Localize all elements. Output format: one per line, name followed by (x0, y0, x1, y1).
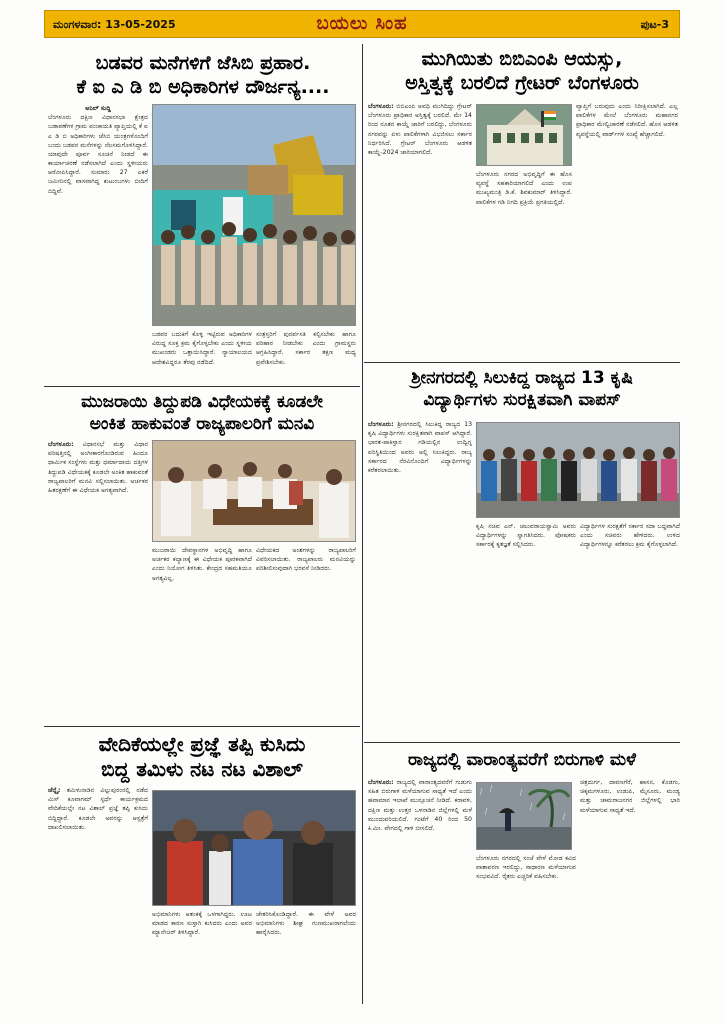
article-bbmp-body-left (368, 102, 472, 358)
article-vishal-body-mid: ಅಭಿಮಾನಿಗಳು ಆತಂಕಕ್ಕೆ ಒಳಗಾಗಿದ್ದರು. ಊಟ ಮಾಡದ ಕಾರಣ ಸುಸ್ತಾಗಿ ಕುಸಿದರು ಎಂದು ಅವರ ಮ್ಯಾನೇಜರ್ ತಿಳಿಸಿದ್ದಾರೆ. (152, 911, 252, 937)
article-rain-body-right: ಚಿತ್ರದುರ್ಗ, ದಾವಣಗೆರೆ, ಹಾಸನ, ಕೊಡಗು, ಚಿಕ್ಕಮಗಳೂರು, ಉಡುಪಿ, ಮೈಸೂರು, ಮಂಡ್ಯ ಮತ್ತು ಚಾಮರಾಜನಗರ ಜಿಲ್ಲೆಗಳಲ್ಲಿ ಭಾರಿ ಮಳೆಯಾಗುವ ಸಾಧ್ಯತೆ ಇದೆ. (580, 779, 680, 814)
article-bbmp-body-mid: ಬೆಂಗಳೂರು ನಗರದ ಅಭಿವೃದ್ಧಿಗೆ ಈ ಹೊಸ ವ್ಯವಸ್ಥೆ ಸಹಕಾರಿಯಾಗಲಿದೆ ಎಂದು ಉಪ ಮುಖ್ಯಮಂತ್ರಿ ಡಿ.ಕೆ. ಶಿವಕುಮಾರ್ ತಿಳಿಸಿದ್ದಾರೆ. ಪಾಲಿಕೆಗಳ ಗಡಿ ನಿಗದಿ ಪ್ರಕ್ರಿಯೆ ಪ್ರಗತಿಯಲ್ಲಿದೆ. (476, 171, 572, 206)
article-jcb-photo (152, 104, 356, 326)
article-jcb-body-mid: ಬಡವರ ಬದುಕಿಗೆ ಕೊಳ್ಳಿ ಇಟ್ಟಿರುವ ಅಧಿಕಾರಿಗಳ ವಿರುದ್ಧ ಸೂಕ್ತ ಕ್ರಮ ಕೈಗೊಳ್ಳಬೇಕು ಎಂದು ಸ್ಥಳೀಯ ಮುಖಂಡರು ಒತ್ತಾಯಿಸಿದ್ದಾರೆ. ನ್ಯಾಯಾಲಯದ ಆದೇಶವಿದ್ದರೂ ತೆರವು ನಡೆದಿದೆ. (152, 331, 252, 366)
article-srinagar-text-left: ಶ್ರೀನಗರದಲ್ಲಿ ಸಿಲುಕಿದ್ದ ರಾಜ್ಯದ 13 ಕೃಷಿ ವಿದ್ಯಾರ್ಥಿಗಳು ಸುರಕ್ಷಿತವಾಗಿ ವಾಪಸ್ ಆಗಿದ್ದಾರೆ. ಭಾರತ-ಪಾಕಿಸ್ತಾನ ಗಡಿಯಲ್ಲಿನ ಉದ್ವಿಗ್ನ ಪರಿಸ್ಥಿತಿಯಿಂದ ಅವರು ಅಲ್ಲಿ ಸಿಲುಕಿದ್ದರು. ರಾಜ್ಯ ಸರ್ಕಾರದ ನೆರವಿನೊಂದಿಗೆ ವಿದ್ಯಾರ್ಥಿಗಳನ್ನು ಕರೆತರಲಾಯಿತು. (368, 421, 472, 474)
article-rain-dateline: ಬೆಂಗಳೂರು: (368, 779, 394, 786)
bbmp-building-image (477, 105, 572, 166)
section-divider (364, 742, 680, 743)
page-number: ಪುಟ-3 (640, 18, 669, 31)
article-majaraayi-text-left: ವಿಧಾನಸಭೆ ಮತ್ತು ವಿಧಾನ ಪರಿಷತ್ತಿನಲ್ಲಿ ಅಂಗೀಕಾರಗೊಂಡಿರುವ ಹಿಂದೂ ಧಾರ್ಮಿಕ ಸಂಸ್ಥೆಗಳು ಮತ್ತು ಧರ್ಮಾದಾಯ ದತ್ತಿಗಳ ತಿದ್ದುಪಡಿ ವಿಧೇಯಕಕ್ಕೆ ಕೂಡಲೇ ಅಂಕಿತ ಹಾಕುವಂತೆ ರಾಜ್ಯಪಾಲರಿಗೆ ಮನವಿ ಸಲ್ಲಿಸಲಾಯಿತು. ಅರ್ಚಕರ ಹಿತರಕ್ಷಣೆಗೆ ಈ ವಿಧೇಯಕ ಅಗತ್ಯವಾಗಿದೆ. (48, 441, 148, 494)
article-vishal-dateline: ಚೆನ್ನೈ: (48, 787, 61, 794)
article-majaraayi-body-mid: ಮುಜರಾಯಿ ದೇವಸ್ಥಾನಗಳ ಅಭಿವೃದ್ಧಿ ಹಾಗೂ ಅರ್ಚಕರ ಕಲ್ಯಾಣಕ್ಕೆ ಈ ವಿಧೇಯಕ ಪೂರಕವಾಗಿದೆ ಎಂದು ನಿಯೋಗ ತಿಳಿಸಿತು. ಕೇಂದ್ರದ ಸಹಮತಿಯೂ ಅಗತ್ಯವಿಲ್ಲ. (152, 547, 252, 582)
article-majaraayi-body-left (48, 440, 148, 722)
article-majaraayi-body-right: ವಿಧೇಯಕದ ಅಂಶಗಳನ್ನು ರಾಜ್ಯಪಾಲರಿಗೆ ವಿವರಿಸಲಾಯಿತು. ರಾಜ್ಯಪಾಲರು ಮನವಿಯನ್ನು ಪರಿಶೀಲಿಸುವುದಾಗಿ ಭರವಸೆ ನೀಡಿದರು. (256, 547, 356, 573)
jcb-demolition-image (153, 105, 356, 326)
article-jcb-body-left (48, 104, 148, 384)
article-vishal-text-left: ತಮಿಳುನಾಡಿನ ವಿಲ್ಲುಪುರಂನಲ್ಲಿ ನಡೆದ ಮಿಸ್ ಕೂವಾಗಮ್ ಸ್ಪರ್ಧೆ ಕಾರ್ಯಕ್ರಮದ ವೇದಿಕೆಯಲ್ಲೇ ನಟ ವಿಶಾಲ್ ಪ್ರಜ್ಞೆ ತಪ್ಪಿ ಕುಸಿದು ಬಿದ್ದಿದ್ದಾರೆ. ಕೂಡಲೇ ಅವರನ್ನು ಆಸ್ಪತ್ರೆಗೆ ದಾಖಲಿಸಲಾಯಿತು. (48, 787, 148, 831)
article-bbmp-dateline: ಬೆಂಗಳೂರು: (368, 103, 394, 110)
column-divider (362, 44, 363, 1004)
article-vishal-headline-1: ವೇದಿಕೆಯಲ್ಲೇ ಪ್ರಜ್ಞೆ ತಪ್ಪಿ ಕುಸಿದು (98, 732, 306, 756)
article-vishal-body-left (48, 786, 148, 1000)
students-group-image (477, 423, 680, 518)
governor-meeting-image (153, 441, 356, 542)
article-vishal-body-right: ಚೇತರಿಸಿಕೊಂಡಿದ್ದಾರೆ. ಈ ವೇಳೆ ಅವರ ಅಭಿಮಾನಿಗಳು ಶೀಘ್ರ ಗುಣಮುಖರಾಗಲೆಂದು ಹಾರೈಸಿದರು. (256, 911, 356, 937)
article-jcb-byline: ಅನಿಲ್ ಸುದ್ದಿ (85, 105, 111, 112)
article-srinagar-headline-2: ವಿದ್ಯಾರ್ಥಿಗಳು ಸುರಕ್ಷಿತವಾಗಿ ವಾಪಸ್ (423, 390, 621, 410)
article-vishal-photo (152, 790, 356, 906)
article-rain-body-left (368, 778, 472, 1000)
article-bbmp-headline-1: ಮುಗಿಯಿತು ಬಿಬಿಎಂಪಿ ಆಯಸ್ಸು, (421, 48, 623, 70)
article-rain-headline: ರಾಜ್ಯದಲ್ಲಿ ವಾರಾಂತ್ಯವರೆಗೆ ಬಿರುಗಾಳಿ ಮಳೆ (408, 750, 636, 770)
section-divider (364, 362, 680, 363)
article-majaraayi-headline-2: ಅಂಕಿತ ಹಾಕುವಂತೆ ರಾಜ್ಯಪಾಲರಿಗೆ ಮನವಿ (89, 414, 315, 434)
article-srinagar-photo (476, 422, 680, 518)
article-jcb-headline-1: ಬಡವರ ಮನೆಗಳಿಗೆ ಜೆಸಿಬಿ ಪ್ರಹಾರ. (95, 52, 311, 74)
section-divider (44, 726, 360, 727)
article-bbmp-text-left: ಬಿಬಿಎಂಪಿ ಅವಧಿ ಮುಗಿದಿದ್ದು ಗ್ರೇಟರ್ ಬೆಂಗಳೂರು ಪ್ರಾಧಿಕಾರ ಅಸ್ತಿತ್ವಕ್ಕೆ ಬರಲಿದೆ. ಮೇ 14 ರಿಂದ ನೂತನ ಕಾಯ್ದೆ ಜಾರಿಗೆ ಬರಲಿದ್ದು, ಬೆಂಗಳೂರು ನಗರವನ್ನು ಏಳು ಪಾಲಿಕೆಗಳಾಗಿ ವಿಭಜಿಸಲು ಸರ್ಕಾರ ನಿರ್ಧರಿಸಿದೆ. ಗ್ರೇಟರ್ ಬೆಂಗಳೂರು ಆಡಳಿತ ಕಾಯ್ದೆ-2024 ಜಾರಿಯಾಗಲಿದೆ. (368, 103, 472, 156)
article-srinagar-body-left (368, 420, 472, 738)
article-srinagar-headline-1: ಶ್ರೀನಗರದಲ್ಲಿ ಸಿಲುಕಿದ್ದ ರಾಜ್ಯದ 13 ಕೃಷಿ (411, 368, 633, 388)
article-majaraayi-photo (152, 440, 356, 542)
article-vishal-headline-2: ಬಿದ್ದ ತಮಿಳು ನಟ ನಟ ವಿಶಾಲ್ (101, 757, 303, 781)
article-srinagar-body-right: ವಿದ್ಯಾರ್ಥಿಗಳ ಸುರಕ್ಷತೆಗೆ ಸರ್ಕಾರ ಸದಾ ಬದ್ಧವಾಗಿದೆ ಎಂದು ಸಚಿವರು ಹೇಳಿದರು. ಉಳಿದ ವಿದ್ಯಾರ್ಥಿಗಳನ್ನೂ ಕರೆತರಲು ಕ್ರಮ ಕೈಗೊಳ್ಳಲಾಗಿದೆ. (580, 523, 680, 549)
rain-scene-image (477, 783, 572, 850)
article-srinagar-dateline: ಬೆಂಗಳೂರು: (368, 421, 394, 428)
article-srinagar-body-mid: ಕೃಷಿ ಸಚಿವ ಎನ್. ಚಲುವರಾಯಸ್ವಾಮಿ ಅವರು ವಿದ್ಯಾರ್ಥಿಗಳನ್ನು ಸ್ವಾಗತಿಸಿದರು. ಪೋಷಕರು ಸರ್ಕಾರಕ್ಕೆ ಕೃತಜ್ಞತೆ ಸಲ್ಲಿಸಿದರು. (476, 523, 576, 549)
article-bbmp-photo (476, 104, 572, 166)
section-divider (44, 386, 360, 387)
article-rain-text-left: ರಾಜ್ಯದಲ್ಲಿ ವಾರಾಂತ್ಯದವರೆಗೆ ಗುಡುಗು ಸಹಿತ ಬಿರುಗಾಳಿ ಮಳೆಯಾಗುವ ಸಾಧ್ಯತೆ ಇದೆ ಎಂದು ಹವಾಮಾನ ಇಲಾಖೆ ಮುನ್ಸೂಚನೆ ನೀಡಿದೆ. ಕರಾವಳಿ, ದಕ್ಷಿಣ ಮತ್ತು ಉತ್ತರ ಒಳನಾಡಿನ ಜಿಲ್ಲೆಗಳಲ್ಲಿ ಮಳೆ ಮುಂದುವರಿಯಲಿದೆ. ಗಂಟೆಗೆ 40 ರಿಂದ 50 ಕಿ.ಮೀ. ವೇಗದಲ್ಲಿ ಗಾಳಿ ಬೀಸಲಿದೆ. (368, 779, 472, 832)
article-jcb-text-left: ಬೆಂಗಳೂರು ದಕ್ಷಿಣ ವಿಧಾನಸಭಾ ಕ್ಷೇತ್ರದ ಬಡಾವಣೆಗಳ ಗ್ರಾಮ ಪಂಚಾಯತಿ ವ್ಯಾಪ್ತಿಯಲ್ಲಿ ಕೆ ಐ ಎ ಡಿ ಬಿ ಅಧಿಕಾರಿಗಳು ಜೆಸಿಬಿ ಯಂತ್ರಗಳೊಂದಿಗೆ ಬಂದು ಬಡವರ ಮನೆಗಳನ್ನು ನೆಲಸಮಗೊಳಿಸಿದ್ದಾರೆ. ಯಾವುದೇ ಪೂರ್ವ ಸೂಚನೆ ನೀಡದೆ ಈ ಕಾರ್ಯಾಚರಣೆ ನಡೆಸಲಾಗಿದೆ ಎಂದು ಸ್ಥಳೀಯರು ಆರೋಪಿಸಿದ್ದಾರೆ. ಸುಮಾರು 27 ಎಕರೆ ಜಮೀನಿನಲ್ಲಿ ವಾಸವಾಗಿದ್ದ ಕುಟುಂಬಗಳು ಬೀದಿಗೆ ಬಿದ್ದಿವೆ. (48, 114, 148, 195)
newspaper-title: ಬಯಲು ಸಿಂಹ (316, 13, 408, 34)
masthead (44, 10, 680, 38)
actor-vishal-image (153, 791, 356, 906)
article-jcb-headline-2: ಕೆ ಐ ಎ ಡಿ ಬಿ ಅಧಿಕಾರಿಗಳ ದೌರ್ಜನ್ಯ.... (76, 76, 330, 98)
issue-date: ಮಂಗಳವಾರ: 13-05-2025 (53, 18, 176, 31)
article-bbmp-body-right: ವ್ಯಾಪ್ತಿಗೆ ಬರುವುದು ಎಂದು ನಿರೀಕ್ಷಿಸಲಾಗಿದೆ. ಎಲ್ಲ ಪಾಲಿಕೆಗಳ ಮೇಲೆ ಬೆಂಗಳೂರು ಮಹಾನಗರ ಪ್ರಾಧಿಕಾರ ಮೇಲ್ವಿಚಾರಣೆ ನಡೆಸಲಿದೆ. ಹೊಸ ಆಡಳಿತ ವ್ಯವಸ್ಥೆಯಲ್ಲಿ ವಾರ್ಡ್‌ಗಳ ಸಂಖ್ಯೆ ಹೆಚ್ಚಾಗಲಿದೆ. (576, 103, 678, 138)
article-jcb-body-right: ಸಂತ್ರಸ್ತರಿಗೆ ಪುನರ್ವಸತಿ ಕಲ್ಪಿಸಬೇಕು ಹಾಗೂ ಪರಿಹಾರ ನೀಡಬೇಕು ಎಂದು ಗ್ರಾಮಸ್ಥರು ಆಗ್ರಹಿಸಿದ್ದಾರೆ. ಸರ್ಕಾರ ತಕ್ಷಣ ಮಧ್ಯ ಪ್ರವೇಶಿಸಬೇಕು. (256, 331, 356, 366)
article-rain-body-mid: ಬೆಂಗಳೂರು ನಗರದಲ್ಲಿ ಸಂಜೆ ವೇಳೆ ಮೋಡ ಕವಿದ ವಾತಾವರಣ ಇರಲಿದ್ದು, ಸಾಧಾರಣ ಮಳೆಯಾಗುವ ಸಂಭವವಿದೆ. ರೈತರು ಎಚ್ಚರಿಕೆ ವಹಿಸಬೇಕು. (476, 855, 576, 881)
article-rain-photo (476, 782, 572, 850)
article-majaraayi-headline-1: ಮುಜರಾಯಿ ತಿದ್ದುಪಡಿ ವಿಧೇಯಕಕ್ಕೆ ಕೂಡಲೇ (81, 392, 323, 412)
article-bbmp-headline-2: ಅಸ್ತಿತ್ವಕ್ಕೆ ಬರಲಿದೆ ಗ್ರೇಟರ್ ಬೆಂಗಳೂರು (405, 72, 639, 94)
article-majaraayi-dateline: ಬೆಂಗಳೂರು: (48, 441, 74, 448)
